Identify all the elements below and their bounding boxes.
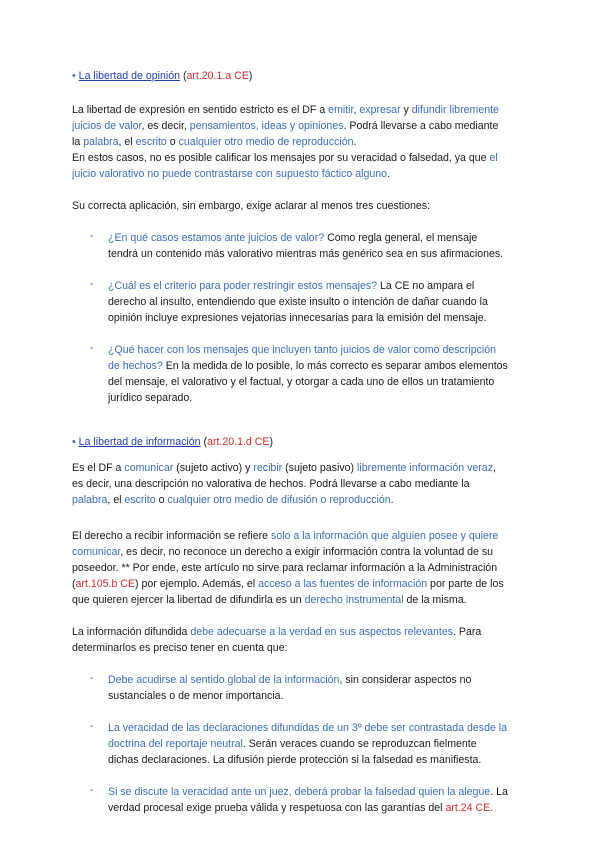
text: La CE no ampara el — [377, 280, 475, 292]
highlight: cualquier otro medio de difusión o reproducción — [167, 494, 391, 506]
paragraph-line — [72, 528, 532, 544]
text: sustanciales o de menor importancia. — [108, 690, 284, 702]
highlight: derecho instrumental — [304, 594, 404, 606]
text: La libertad de expresión en sentido estricto es el DF a — [72, 104, 329, 116]
highlight: el — [489, 152, 498, 164]
ref-article: art.20.1.a CE — [186, 70, 249, 82]
text: opinión incluye expresiones vejatorias innecesarias para la emisión del mensaje. — [108, 312, 487, 324]
ref-article: art.105.b CE — [75, 578, 136, 590]
highlight: ¿Cuál es el criterio para poder restringir estos mensajes? — [108, 280, 378, 292]
dash-bullet-icon: - — [90, 672, 94, 684]
highlight: ¿En qué casos estamos ante juicios de valor? — [108, 232, 325, 244]
text: jurídico separado. — [108, 392, 193, 404]
highlight: Si se discute la veracidad ante un juez, deberá probar la falsedad quien la alegue — [108, 786, 491, 798]
text: Como regla general, el mensaje — [324, 232, 478, 244]
paragraph-line — [72, 166, 532, 182]
paragraph-line — [72, 150, 532, 166]
highlight: escrito — [124, 494, 156, 506]
highlight: de hechos? — [108, 360, 163, 372]
paragraph-line: Su correcta aplicación, sin embargo, exige aclarar al menos tres cuestiones: — [72, 200, 431, 212]
text: . La — [490, 786, 508, 798]
text: por parte de los — [427, 578, 504, 590]
text: . — [390, 494, 394, 506]
text: derecho al insulto, entendiendo que existe insulto o intención de dañar cuando la — [108, 296, 488, 308]
text: verdad procesal exige prueba válida y respetuosa con las garantías del — [108, 802, 446, 814]
dash-bullet-icon: - — [90, 784, 94, 796]
text: En la medida de lo posible, lo más correcto es separar ambos elementos — [162, 360, 508, 372]
ref-paren: ) — [248, 70, 253, 82]
paragraph-line — [72, 460, 532, 476]
highlight: escrito — [135, 136, 167, 148]
text: . — [353, 136, 357, 148]
text: del mensaje, el valorativo y el factual, y otorgar a cada uno de ellos un tratamiento — [108, 376, 495, 388]
text: , sin considerar aspectos no — [339, 674, 472, 686]
ref-article: art.24 CE — [445, 802, 491, 814]
highlight: emitir — [328, 104, 354, 116]
text: Es el DF a — [72, 462, 125, 474]
text: ) por ejemplo. Además, el — [135, 578, 259, 590]
text: tendrá un contenido más valorativo mientras más genérico sea en sus afirmaciones. — [108, 248, 504, 260]
bullet-dot-icon: • — [72, 436, 76, 448]
highlight: pensamientos, ideas y opiniones — [189, 120, 344, 132]
paragraph-line — [72, 576, 532, 592]
document-page — [72, 68, 532, 816]
text: , el — [118, 136, 136, 148]
paragraph-line — [72, 118, 532, 134]
text: ( — [72, 578, 76, 590]
link-libertad-opinion[interactable]: La libertad de opinión — [78, 70, 180, 82]
highlight: recibir — [253, 462, 283, 474]
text: , — [353, 104, 360, 116]
highlight: comunicar — [124, 462, 174, 474]
dash-bullet-icon: - — [90, 720, 94, 732]
text: La información difundida — [72, 626, 191, 638]
text: El derecho a recibir información se refiere — [72, 530, 272, 542]
paragraph-line: poseedor. ** Por ende, este artículo no sirve para reclamar información a la Administración — [72, 562, 498, 574]
text: En estos casos, no es posible calificar los mensajes por su veracidad o falsedad, ya que — [72, 152, 490, 164]
highlight: juicio valorativo no puede contrastarse con supuesto fáctico alguno — [72, 168, 388, 180]
highlight: ¿Qué hacer con los mensajes que incluyen tanto juicios de valor como descripción — [108, 344, 497, 356]
text: la — [72, 136, 84, 148]
paragraph-line — [72, 102, 532, 118]
ref-paren: ( — [203, 436, 208, 448]
highlight: acceso a las fuentes de información — [258, 578, 428, 590]
text: , es decir, no reconoce un derecho a exigir información contra la voluntad de su — [120, 546, 494, 558]
highlight: La veracidad de las declaraciones difundidas de un 3º debe ser contrastada desde la — [108, 722, 508, 734]
highlight: comunicar — [72, 546, 121, 558]
text: de la misma. — [403, 594, 467, 606]
text: . — [387, 168, 391, 180]
paragraph-line — [72, 624, 532, 640]
dash-bullet-icon: - — [90, 230, 94, 242]
dash-bullet-icon: - — [90, 278, 94, 290]
text: que quieren ejercer la libertad de difundirla es un — [72, 594, 305, 606]
text: , es decir, — [141, 120, 190, 132]
text: , — [493, 462, 496, 474]
text: (sujeto pasivo) — [282, 462, 357, 474]
text: . — [490, 802, 494, 814]
text: . Serán veraces cuando se reproduzcan fielmente — [242, 738, 477, 750]
text: (sujeto activo) y — [173, 462, 254, 474]
paragraph-line — [72, 544, 532, 560]
highlight: difundir libremente — [411, 104, 499, 116]
highlight: debe adecuarse a la verdad en sus aspectos relevantes — [190, 626, 454, 638]
list-item — [72, 720, 532, 768]
list-item — [72, 278, 532, 326]
highlight: cualquier otro medio de reproducción — [178, 136, 354, 148]
ref-paren: ( — [182, 70, 187, 82]
highlight: libremente información veraz — [356, 462, 493, 474]
bullet-dot-icon: • — [72, 70, 76, 82]
highlight: doctrina del reportaje neutral — [108, 738, 243, 750]
text: y — [400, 104, 412, 116]
text: . Para — [453, 626, 482, 638]
list-item — [72, 672, 532, 704]
section-heading-opinion — [72, 68, 532, 84]
highlight: solo a la información que alguien posee y quiere — [271, 530, 499, 542]
paragraph-line — [72, 592, 532, 608]
list-item — [72, 342, 532, 406]
highlight: palabra — [83, 136, 119, 148]
text: o — [155, 494, 168, 506]
ref-article: art.20.1.d CE — [207, 436, 270, 448]
text: dichas declaraciones. La difusión pierde protección si la falsedad es manifiesta. — [108, 754, 482, 766]
highlight: Debe acudirse al sentido global de la información — [108, 674, 340, 686]
text: . Podrá llevarse a cabo mediante — [343, 120, 499, 132]
paragraph-line — [72, 134, 532, 150]
link-libertad-informacion[interactable]: La libertad de información — [78, 436, 201, 448]
text: o — [166, 136, 179, 148]
list-item — [72, 230, 532, 262]
paragraph-line — [72, 492, 532, 508]
list-item — [72, 784, 532, 816]
paragraph-line: determinarlos es preciso tener en cuenta que: — [72, 642, 288, 654]
paragraph-line: es decir, una descripción no valorativa de hechos. Podrá llevarse a cabo mediante la — [72, 478, 470, 490]
ref-paren: ) — [269, 436, 274, 448]
highlight: expresar — [359, 104, 401, 116]
highlight: juicios de valor — [72, 120, 142, 132]
text: , el — [107, 494, 125, 506]
section-heading-informacion — [72, 434, 532, 450]
dash-bullet-icon: - — [90, 342, 94, 354]
highlight: palabra — [72, 494, 108, 506]
